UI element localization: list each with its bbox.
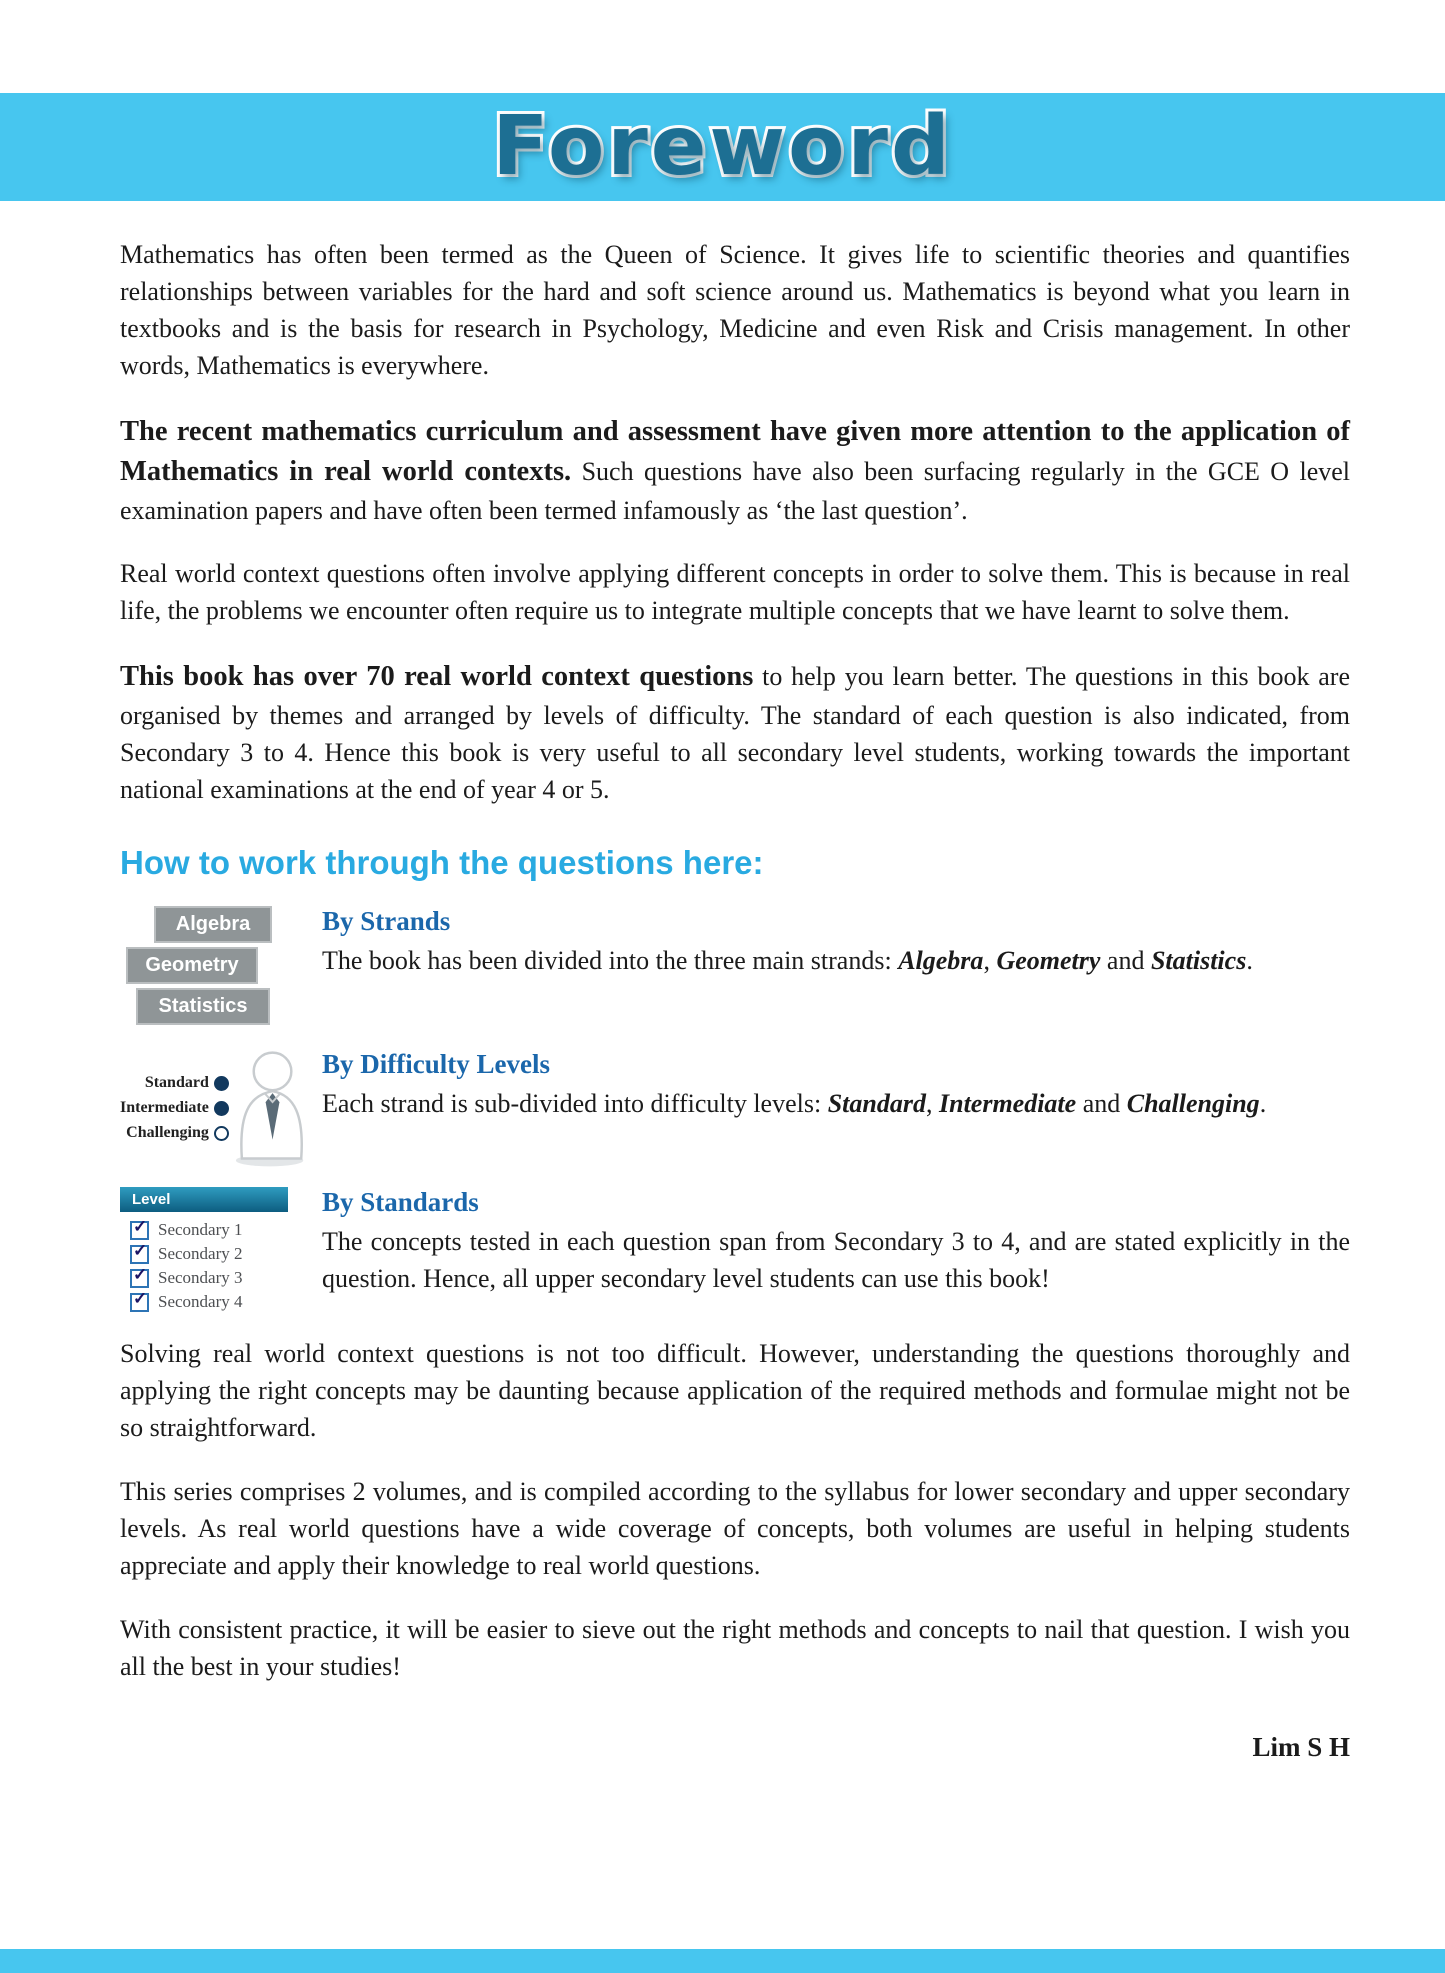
checkbox-icon	[130, 1269, 149, 1288]
radio-dot-icon	[214, 1101, 229, 1116]
difficulty-seg5: and	[1076, 1089, 1127, 1119]
method-row-standards	[120, 1187, 1350, 1316]
paragraph-curriculum-rest: Such questions have also been surfacing regularly in the GCE O level examination papers and have often been termed infamously as ‘the last question’.	[120, 457, 1350, 525]
difficulty-label-intermediate-text: Intermediate	[120, 1099, 209, 1117]
level-item-sec3	[130, 1268, 310, 1288]
standards-body: The concepts tested in each question span from Secondary 3 to 4, and are stated explicitly in the question. Hence, all upper secondary level students can use this book!	[322, 1227, 1350, 1294]
strands-seg3: ,	[983, 946, 997, 976]
paragraph-closing	[120, 1612, 1350, 1686]
level-item-sec1	[130, 1220, 310, 1240]
person-figure-icon	[229, 1049, 310, 1167]
strands-text-block	[310, 906, 1350, 980]
top-margin	[0, 0, 1445, 93]
level-item-sec2-label: Secondary 2	[158, 1244, 243, 1264]
difficulty-seg1: Each strand is sub-divided into difficulty levels:	[322, 1089, 828, 1119]
level-item-sec4	[130, 1292, 310, 1312]
radio-dot-icon	[214, 1126, 229, 1141]
how-to-heading: How to work through the questions here:	[120, 844, 764, 882]
standards-heading: By Standards	[322, 1187, 479, 1218]
page-content	[0, 201, 1445, 1763]
standards-text-block	[310, 1187, 1350, 1298]
paragraph-solving-text: Solving real world context questions is not too difficult. However, understanding the questions thoroughly and applying the right concepts may be daunting because application of the required methods and formulae might not be so straightforward.	[120, 1339, 1350, 1443]
checkbox-icon	[130, 1221, 149, 1240]
difficulty-graphic	[120, 1049, 310, 1167]
difficulty-seg7: .	[1259, 1089, 1267, 1119]
strands-seg6: Statistics	[1150, 946, 1247, 976]
author-signature: Lim S H	[1252, 1731, 1350, 1762]
paragraph-book	[120, 657, 1350, 808]
difficulty-label-challenging	[126, 1124, 229, 1142]
paragraph-real-world	[120, 556, 1350, 630]
level-item-sec1-label: Secondary 1	[158, 1220, 243, 1240]
difficulty-seg4: Intermediate	[938, 1089, 1077, 1119]
difficulty-label-standard	[145, 1074, 229, 1092]
strand-box-geometry: Geometry	[126, 947, 258, 984]
strands-seg5: and	[1100, 946, 1151, 976]
method-row-strands	[120, 906, 1350, 1029]
difficulty-seg6: Challenging	[1126, 1089, 1260, 1119]
paragraph-intro-text: Mathematics has often been termed as the Queen of Science. It gives life to scientific theories and quantifies relationships between variables for the hard and soft science around us. Mathematics is beyond what you learn in textbooks and is the basis for research in Psychology, Medicine and even Risk and Crisis management. In other words, Mathematics is everywhere.	[120, 240, 1350, 380]
paragraph-curriculum-lead: The recent mathematics curriculum and assessment have given more attention to the application of Mathematics in real world contexts.	[120, 415, 1350, 488]
paragraph-solving	[120, 1336, 1350, 1447]
difficulty-label-standard-text: Standard	[144, 1074, 209, 1092]
radio-dot-icon	[214, 1076, 229, 1091]
level-bar: Level	[120, 1187, 288, 1212]
difficulty-heading: By Difficulty Levels	[322, 1049, 550, 1080]
difficulty-body	[322, 1086, 1350, 1123]
standards-graphic	[120, 1187, 310, 1316]
strands-seg2: Algebra	[898, 946, 984, 976]
difficulty-label-challenging-text: Challenging	[126, 1124, 209, 1142]
checkbox-icon	[130, 1293, 149, 1312]
bottom-band	[0, 1949, 1445, 1973]
strands-seg4: Geometry	[996, 946, 1101, 976]
page-title: Foreword	[492, 99, 953, 194]
paragraph-book-rest: to help you learn better. The questions in this book are organised by themes and arranged by levels of difficulty. The standard of each question is also indicated, from Secondary 3 to 4. Hence this book is very useful to all secondary level students, working towards the important national examinations at the end of year 4 or 5.	[120, 662, 1350, 804]
paragraph-book-lead: This book has over 70 real world context questions	[120, 661, 754, 693]
paragraph-series-text: This series comprises 2 volumes, and is compiled according to the syllabus for lower secondary and upper secondary levels. As real world questions have a wide coverage of concepts, both volumes are useful in helping students appreciate and apply their knowledge to real world questions.	[120, 1477, 1350, 1580]
strands-body	[322, 943, 1350, 980]
strand-box-algebra: Algebra	[154, 906, 272, 943]
strands-seg7: .	[1246, 946, 1253, 976]
strands-seg1: The book has been divided into the three main strands:	[322, 946, 899, 976]
difficulty-label-intermediate	[120, 1099, 229, 1117]
difficulty-text-block	[310, 1049, 1350, 1123]
level-item-sec2	[130, 1244, 310, 1264]
difficulty-seg3: ,	[925, 1089, 939, 1119]
paragraph-series	[120, 1474, 1350, 1585]
checkbox-icon	[130, 1245, 149, 1264]
paragraph-closing-text: With consistent practice, it will be easier to sieve out the right methods and concepts to nail that question. I wish you all the best in your studies!	[120, 1614, 1350, 1681]
level-item-sec3-label: Secondary 3	[158, 1268, 243, 1288]
paragraph-real-world-text: Real world context questions often involve applying different concepts in order to solve them. This is because in real life, the problems we encounter often require us to integrate multiple concepts that we have learnt to solve them.	[120, 559, 1350, 626]
paragraph-intro	[120, 237, 1350, 385]
difficulty-seg2: Standard	[827, 1089, 926, 1119]
title-band	[0, 93, 1445, 201]
method-row-difficulty	[120, 1049, 1350, 1167]
paragraph-curriculum	[120, 412, 1350, 530]
strands-graphic	[120, 906, 310, 1029]
strands-heading: By Strands	[322, 906, 451, 937]
strand-box-statistics: Statistics	[136, 988, 270, 1025]
level-item-sec4-label: Secondary 4	[158, 1292, 243, 1312]
